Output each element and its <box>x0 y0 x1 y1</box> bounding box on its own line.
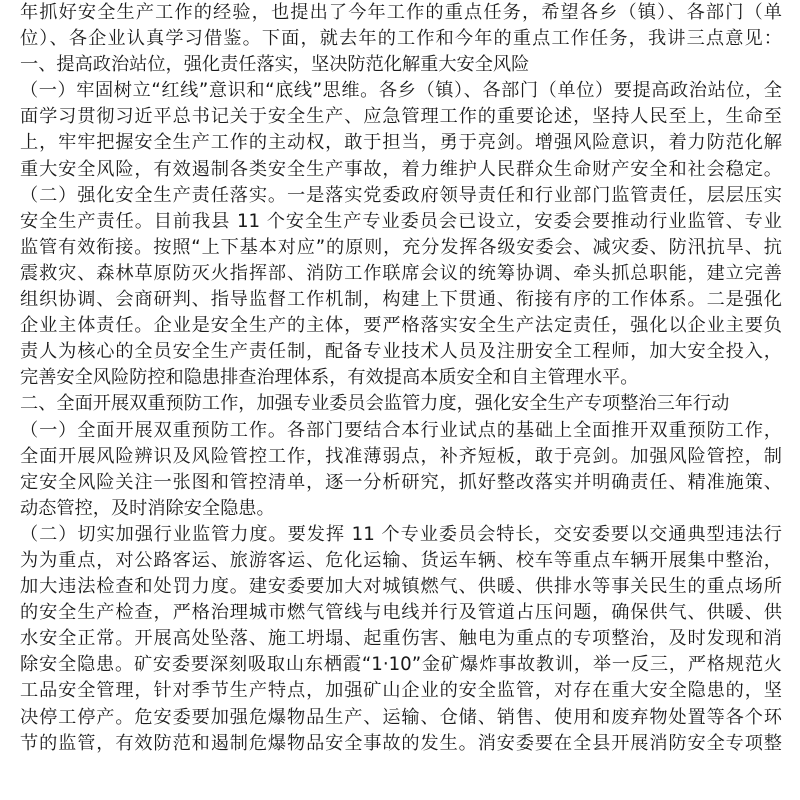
text-line: 节的监管，有效防范和遏制危爆物品安全事故的发生。消安委要在全县开展消防安全专项整 <box>20 732 782 754</box>
text-line: 震救灾、森林草原防灭火指挥部、消防工作联席会议的统筹协调、牵头抓总职能，建立完善 <box>20 262 782 284</box>
text-line: 企业主体责任。企业是安全生产的主体，要严格落实安全生产法定责任，强化以企业主要负 <box>20 315 782 337</box>
text-line: 加大违法检查和处罚力度。建安委要加大对城镇燃气、供暖、供排水等事关民生的重点场所 <box>20 576 782 598</box>
text-line: 工品安全管理，针对季节生产特点，加强矿山企业的安全监管，对存在重大安全隐患的，坚 <box>20 680 782 702</box>
text-line: 年抓好安全生产工作的经验，也提出了今年工作的重点任务，希望各乡（镇）、各部门（单 <box>20 2 782 23</box>
text-line: 责人为核心的全员安全生产责任制，配备专业技术人员及注册安全工程师，加大安全投入， <box>20 341 782 363</box>
text-line: （二）切实加强行业监管力度。要发挥 11 个专业委员会特长，交安委要以交通典型违法行 <box>20 523 782 545</box>
text-line: 组织协调、会商研判、指导监督工作机制，构建上下贯通、衔接有序的工作体系。二是强化 <box>20 289 782 311</box>
text-line: （一）牢固树立“红线”意识和“底线”思维。各乡（镇）、各部门（单位）要提高政治站位，全 <box>20 80 782 102</box>
text-line: （二）强化安全生产责任落实。一是落实党委政府领导责任和行业部门监管责任，层层压实 <box>20 184 782 206</box>
text-line: 位）、各企业认真学习借鉴。下面，就去年的工作和今年的重点工作任务，我讲三点意见： <box>20 28 782 50</box>
text-line: 的安全生产检查，严格治理城市燃气管线与电线并行及管道占压问题，确保供气、供暖、供 <box>20 602 782 624</box>
text-line: 为为重点，对公路客运、旅游客运、危化运输、货运车辆、校车等重点车辆开展集中整治， <box>20 549 782 571</box>
section-heading: 一、提高政治站位，强化责任落实，坚决防范化解重大安全风险 <box>20 54 530 76</box>
text-line: 动态管控，及时消除安全隐患。 <box>20 497 275 519</box>
text-line: 除安全隐患。矿安委要深刻吸取山东栖霞“1·10”金矿爆炸事故教训，举一反三，严格规范火 <box>20 654 782 676</box>
text-line: 定安全风险关注一张图和管控清单，逐一分析研究，抓好整改落实并明确责任、精准施策、 <box>20 471 782 493</box>
text-line: 面学习贯彻习近平总书记关于安全生产、应急管理工作的重要论述，坚持人民至上，生命至 <box>20 106 782 128</box>
text-line: 全面开展风险辨识及风险管控工作，找准薄弱点，补齐短板，敢于亮剑。加强风险管控，制 <box>20 445 782 467</box>
text-line: 决停工停产。危安委要加强危爆物品生产、运输、仓储、销售、使用和废弃物处置等各个环 <box>20 706 782 728</box>
text-line: 水安全正常。开展高处坠落、施工坍塌、起重伤害、触电为重点的专项整治，及时发现和消 <box>20 628 782 650</box>
text-line: 重大安全风险，有效遏制各类安全生产事故，着力维护人民群众生命财产安全和社会稳定。 <box>20 158 782 180</box>
text-line: 安全生产责任。目前我县 11 个安全生产专业委员会已设立，安委会要推动行业监管、专业 <box>20 210 782 232</box>
text-line: 监管有效衔接。按照“上下基本对应”的原则，充分发挥各级安委会、减灾委、防汛抗旱、抗 <box>20 236 782 258</box>
text-line: 完善安全风险防控和隐患排查治理体系，有效提高本质安全和自主管理水平。 <box>20 367 639 389</box>
text-line: 上，牢牢把握安全生产工作的主动权，敢于担当，勇于亮剑。增强风险意识，着力防范化解 <box>20 132 782 154</box>
document-body <box>20 0 782 757</box>
text-line: （一）全面开展双重预防工作。各部门要结合本行业试点的基础上全面推开双重预防工作， <box>20 419 782 441</box>
section-heading: 二、全面开展双重预防工作，加强专业委员会监管力度，强化安全生产专项整治三年行动 <box>20 393 730 415</box>
